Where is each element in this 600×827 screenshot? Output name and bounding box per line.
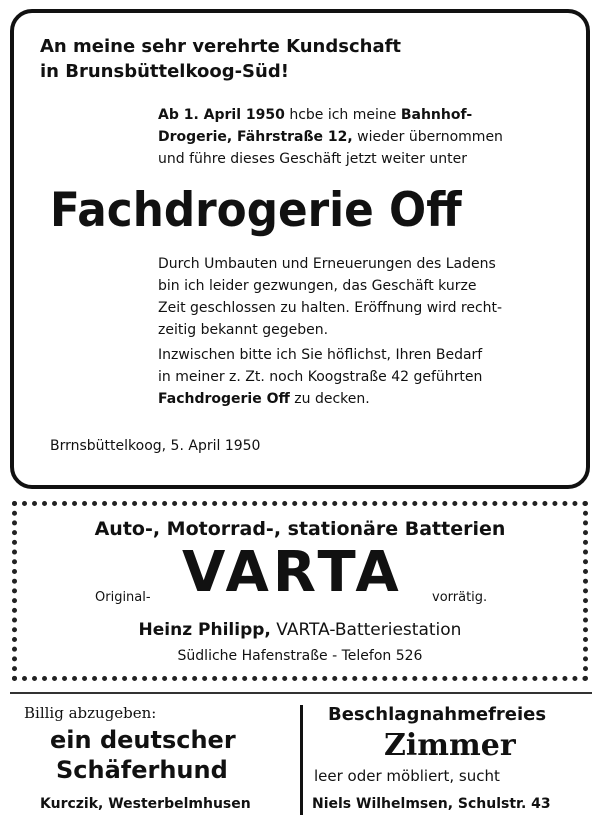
varta-brand: VARTA [182, 540, 403, 605]
drogerie-para2 [158, 253, 558, 341]
para-shop: Fachdrogerie Off [158, 391, 290, 407]
para-line: Durch Umbauten und Erneuerungen des Ladens [158, 256, 496, 272]
para-line: in meiner z. Zt. noch Koogstraße 42 geführten [158, 369, 483, 385]
varta-headline: Auto-, Motorrad-, stationäre Batterien [94, 518, 506, 540]
room-line2: Zimmer [384, 728, 516, 763]
intro-line-3: und führe dieses Geschäft jetzt weiter unter [158, 151, 467, 167]
divider-vertical [300, 705, 303, 815]
room-line1: Beschlagnahmefreies [328, 704, 547, 725]
intro-text-2: wieder übernommen [352, 129, 503, 145]
varta-address: Südliche Hafenstraße - Telefon 526 [177, 648, 423, 664]
intro-text: hcbe ich meine [284, 107, 401, 123]
intro-address: Drogerie, Fährstraße 12, [158, 129, 353, 145]
para-line: Zeit geschlossen zu halten. Eröffnung wird recht- [158, 300, 503, 316]
dog-line3: Schäferhund [56, 756, 228, 784]
para-line: bin ich leider gezwungen, das Geschäft kurze [158, 278, 477, 294]
varta-original: Original- [95, 590, 151, 605]
dog-contact: Kurczik, Westerbelmhusen [40, 796, 251, 812]
varta-dealer [0, 620, 600, 640]
dealer-station: VARTA-Batteriestation [270, 620, 462, 640]
dealer-name: Heinz Philipp, [138, 620, 271, 640]
drogerie-para3 [158, 344, 558, 410]
para-end: zu decken. [289, 391, 370, 407]
intro-shop: Bahnhof- [400, 107, 473, 123]
varta-available: vorrätig. [432, 590, 488, 605]
dog-line1: Billig abzugeben: [24, 704, 157, 722]
signoff: Brrnsbüttelkoog, 5. April 1950 [50, 438, 261, 454]
drogerie-heading-2: in Brunsbüttelkoog-Süd! [40, 61, 289, 82]
intro-date: Ab 1. April 1950 [158, 107, 285, 123]
divider-horizontal [10, 692, 592, 694]
shop-name: Fachdrogerie Off [50, 183, 462, 238]
dog-line2: ein deutscher [50, 726, 236, 754]
drogerie-intro [158, 104, 558, 170]
room-contact: Niels Wilhelmsen, Schulstr. 43 [312, 796, 551, 812]
drogerie-heading-1: An meine sehr verehrte Kundschaft [40, 36, 402, 57]
room-line3: leer oder möbliert, sucht [314, 767, 500, 785]
para-line: zeitig bekannt gegeben. [158, 322, 329, 338]
para-line: Inzwischen bitte ich Sie höflichst, Ihren Bedarf [158, 347, 483, 363]
